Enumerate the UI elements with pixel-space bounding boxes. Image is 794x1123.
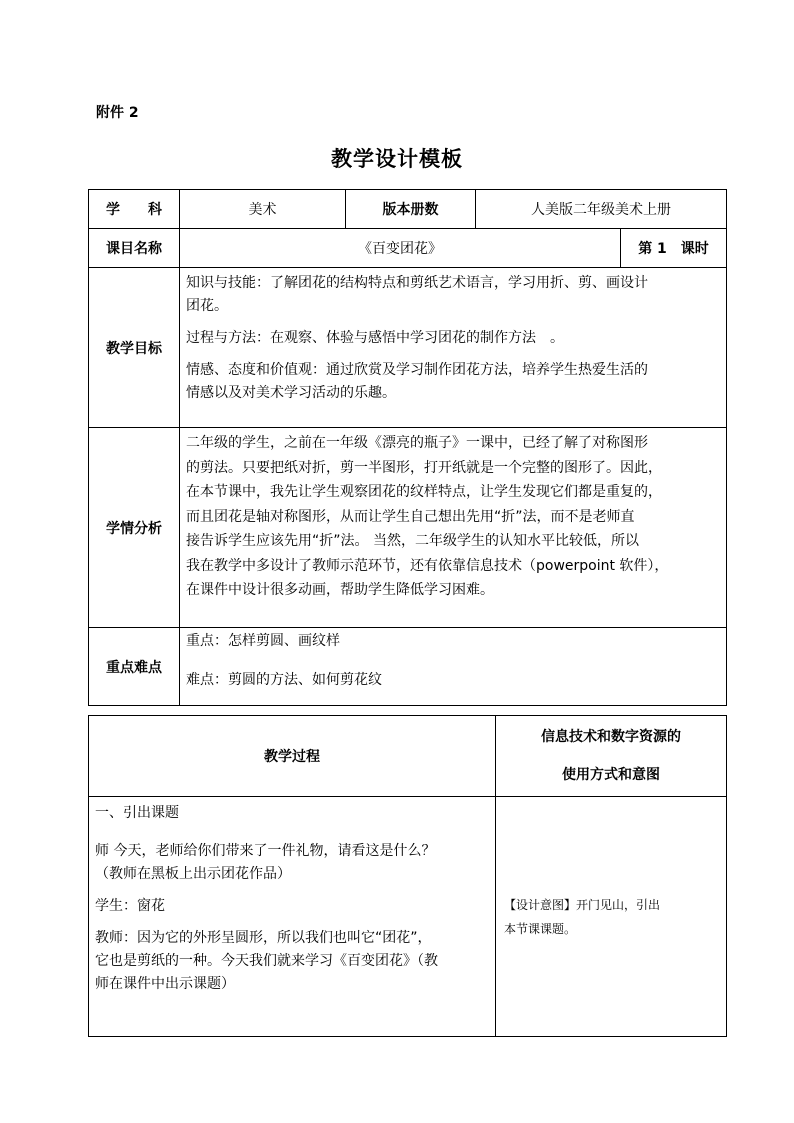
objectives-content xyxy=(180,268,727,428)
process-line: 师 今天，老师给你们带来了一件礼物，请看这是什么？ xyxy=(95,843,436,859)
design-intent-line: 【设计意图】开门见山，引出 xyxy=(504,897,661,912)
objectives-line: 知识与技能：了解团花的结构特点和剪纸艺术语言，学习用折、剪、画设计 xyxy=(186,275,648,291)
process-line: （教师在黑板上出示团花作品） xyxy=(95,866,291,882)
objectives-label: 教学目标 xyxy=(89,268,180,428)
process-line: 它也是剪纸的一种。今天我们就来学习《百变团花》（教 xyxy=(95,953,438,969)
section-title: 一、引出课题 xyxy=(95,805,179,821)
process-content xyxy=(89,797,496,1037)
analysis-content xyxy=(180,428,727,628)
process-line: 教师：因为它的外形呈圆形，所以我们也叫它“团花”， xyxy=(95,930,432,946)
resource-header xyxy=(496,716,727,797)
edition-value: 人美版二年级美术上册 xyxy=(476,190,727,229)
subject-row xyxy=(89,190,727,229)
difficulty-point: 难点：剪圆的方法、如何剪花纹 xyxy=(186,672,382,688)
objectives-line: 团花。 xyxy=(186,298,228,314)
key-point: 重点：怎样剪圆、画纹样 xyxy=(186,633,340,649)
lesson-number: 第 1 课时 xyxy=(621,229,727,268)
course-row xyxy=(89,229,727,268)
keypoints-row xyxy=(89,628,727,706)
course-value: 《百变团花》 xyxy=(180,229,621,268)
subject-value: 美术 xyxy=(180,190,346,229)
process-line: 学生：窗花 xyxy=(95,898,165,914)
objectives-row xyxy=(89,268,727,428)
subject-label: 学 科 xyxy=(89,190,180,229)
analysis-line: 接告诉学生应该先用“折”法。 当然，二年级学生的认知水平比较低，所以 xyxy=(186,533,639,549)
analysis-line: 而且团花是轴对称图形，从而让学生自己想出先用“折”法，而不是老师直 xyxy=(186,508,635,525)
edition-label: 版本册数 xyxy=(346,190,476,229)
objectives-line: 情感以及对美术学习活动的乐趣。 xyxy=(186,385,396,401)
page-title: 教学设计模板 xyxy=(331,147,463,171)
analysis-line: 二年级的学生，之前在一年级《漂亮的瓶子》一课中，已经了解了对称图形 xyxy=(186,435,648,451)
objectives-line: 过程与方法：在观察、体验与感悟中学习团花的制作方法 。 xyxy=(186,330,564,346)
lesson-info-table xyxy=(88,189,727,706)
process-header: 教学过程 xyxy=(89,716,496,797)
analysis-label: 学情分析 xyxy=(89,428,180,628)
analysis-line: 在本节课中，我先让学生观察团花的纹样特点，让学生发现它们都是重复的， xyxy=(186,484,662,500)
course-label: 课目名称 xyxy=(89,229,180,268)
resource-header-line: 使用方式和意图 xyxy=(562,767,660,783)
process-table xyxy=(88,715,727,1037)
process-header-row xyxy=(89,716,727,797)
design-intent xyxy=(496,797,727,1037)
attachment-label: 附件 2 xyxy=(96,105,139,121)
process-line: 师在课件中出示课题） xyxy=(95,976,235,992)
objectives-line: 情感、态度和价值观：通过欣赏及学习制作团花方法，培养学生热爱生活的 xyxy=(186,362,648,378)
analysis-line: 的剪法。只要把纸对折，剪一半图形，打开纸就是一个完整的图形了。因此， xyxy=(186,459,662,476)
process-body-row xyxy=(89,797,727,1037)
analysis-line: 我在教学中多设计了教师示范环节，还有依靠信息技术（powerpoint 软件）， xyxy=(186,557,669,574)
keypoints-label: 重点难点 xyxy=(89,628,180,706)
resource-header-line: 信息技术和数字资源的 xyxy=(541,729,681,745)
keypoints-content xyxy=(180,628,727,706)
design-intent-line: 本节课课题。 xyxy=(504,921,577,936)
analysis-line: 在课件中设计很多动画，帮助学生降低学习困难。 xyxy=(186,582,494,598)
analysis-row xyxy=(89,428,727,628)
